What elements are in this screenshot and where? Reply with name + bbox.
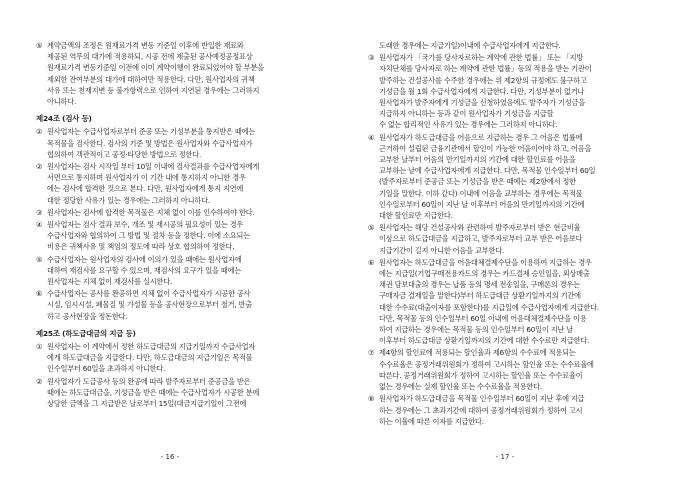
article-heading: 제25조 (하도급대금의 지급 등) — [36, 328, 136, 338]
clause-number: ⑤ — [368, 223, 375, 233]
clause-paragraph — [368, 52, 668, 130]
clause-number: ⑧ — [368, 394, 375, 404]
clause-text: 제4항의 할인료에 적용되는 할인율과 제6항의 수수료에 적용되는 수수료율은 공정거래위원회가 정하여 고시하는 할인율 또는 수수료율에 따른다. 공정거래위원회가 정하여 고시하는 할인율 또는 수수료율이 없는 경우에는 실제 할인율 또는 수수료율을 적용한다. — [379, 348, 594, 392]
clause-text: 수급사업자는 공사를 완공하면 지체 없이 수급사업자가 시공한 공사 시설, 임시시설, 폐물질 및 가설물 등을 공사현장으로부터 철거, 반출 하고 공사현장을 정돈한다. — [47, 289, 252, 321]
clause-number: ⑥ — [36, 289, 43, 299]
clause-paragraph — [368, 222, 668, 256]
clause-number: ③ — [368, 53, 375, 63]
clause-number: ① — [36, 127, 43, 137]
clause-number: ① — [36, 342, 43, 352]
clause-number: ⑤ — [36, 41, 43, 50]
clause-paragraph — [36, 341, 336, 375]
clause-text: 계약금액의 조정은 원재료가격 변동 기준일 이후에 반입한 재료와 제공된 역무의 대가에 적용하되, 시공 전에 제출된 공사예정공정표상 원재료가격 변동기준일 이전에 이미 계약이행이 완료되었어야 할 부분을 제외한 잔여부분의 대가에 대하여만 적용한다. 다만, 원사업자의 귀책 사유 또는 천재지변 등 불가항력으로 인하여 지연된 경우에는 그러하지 아니하다. — [47, 41, 264, 107]
clause-paragraph — [36, 161, 336, 206]
clause-number: ⑦ — [368, 348, 375, 358]
clause-paragraph — [368, 257, 668, 347]
clause-text: 원사업자가 「국가를 당사자로하는 계약에 관한 법률」 또는 「지방 자치단체를 당사자로 하는 계약에 관한 법률」등의 적용을 받는 기관이 발주하는 건설공사를 수주한 경우에는 위 제2항의 규정에도 불구하고 기성금을 월 1회 수급사업자에게 지급한다. 다만, 기성부분이 없거나 원사업자가 발주자에게 기성금을 신청하였음에도 발주자가 기성금을 지급하지 아니하는 등과 같이 원사업자가 기성금을 지급할 수 없는 합리적인 사유가 있는 경우에는 그러하지 아니하다. — [379, 53, 592, 130]
clause-text: 도래한 경우에는 지급기일)이내에 수급사업자에게 지급한다. — [379, 41, 561, 50]
clause-paragraph — [368, 132, 668, 222]
clause-text: 원사업자는 하도급대금을 어음대체결제수단을 이용하여 지급하는 경우 에는 지급일(기업구매전용카드의 경우는 카드결제 승인일을, 외상매출 채권 담보대출의 경우는 납품 등의 명세 전송일을, 구매론의 경우는 구매자금 결제일을 말한다)부터 하도급대금 상환기일까지의 기간에 대한 수수료(대출이자를 포함한다)를 지급일에 수급사업자에게 지급한다. 다만, 목적물 등의 인수일부터 60일 이내에 어음대체결제수단을 이용 하여 지급하는 경우에는 목적물 등의 인수일부터 60일이 지난 날 이후부터 하도급대금 상환기일까지의 기간에 대한 수수료만 지급한다. — [379, 257, 600, 346]
clause-paragraph — [368, 40, 668, 51]
page-number-right: - 17 - — [495, 453, 515, 461]
clause-number: ③ — [36, 207, 43, 217]
clause-paragraph — [368, 347, 668, 392]
clause-text: 원사업자는 검사 결과 보수, 개조 및 재시공의 필요성이 있는 경우 수급사업자와 협의하여 그 방법 및 절차 등을 정한다. 이에 소요되는 비용은 귀책사유 및 책임의 정도에 따라 상호 협의하여 정한다. — [47, 220, 250, 252]
clause-paragraph — [36, 254, 336, 288]
page-number-left: - 16 - — [160, 453, 180, 461]
clause-text: 원사업자는 수급사업자로부터 준공 또는 기성부분을 통지받은 때에는 목적물을 검사한다. 검사의 기준 및 방법은 원사업자와 수급사업자가 협의하여 객관적이고 공정·타당한 방법으로 정한다. — [47, 127, 256, 159]
clause-text: 원사업자는 이 계약에서 정한 하도급대금의 지급기일까지 수급사업자 에게 하도급대금을 지급한다. 다만, 하도급대금의 지급기일은 목적물 인수일부터 60일을 초과하지 아니한다. — [47, 342, 256, 374]
right-page — [368, 40, 668, 440]
clause-paragraph — [36, 376, 336, 410]
clause-number: ⑤ — [36, 254, 43, 264]
clause-number: ④ — [36, 220, 43, 230]
clause-text: 원사업자는 해당 건설공사와 관련하여 발주자로부터 받은 현금비율 이상으로 하도급대금을 지급하고, 발주자로부터 교부 받은 어음보다 지급기간이 길지 아니한 어음을 교부한다. — [379, 223, 583, 255]
clause-paragraph — [36, 126, 336, 160]
clause-paragraph — [36, 219, 336, 253]
clause-paragraph — [36, 207, 336, 218]
clause-number: ② — [36, 162, 43, 172]
article-heading: 제24조 (검사 등) — [36, 114, 92, 124]
clause-text: 원사업자는 검사 시작일 부터 10일 이내에 검사결과를 수급사업자에게 서면으로 통지하며 원사업자가 이 기간 내에 통지하지 아니한 경우 에는 검사에 합격한 것으로 본다. 다만, 원사업자에게 통지 지연에 대한 정당한 사유가 있는 경우에는 그러하지 아니하다. — [47, 162, 260, 205]
clause-paragraph — [36, 288, 336, 322]
clause-paragraph — [36, 40, 336, 107]
clause-number: ④ — [368, 132, 375, 142]
clause-number: ⑥ — [368, 257, 375, 267]
clause-number: ② — [36, 376, 43, 386]
clause-text: 원사업자가 하도급대금을 목적물 인수일부터 60일이 지난 후에 지급 하는 경우에는 그 초과기간에 대하여 공정거래위원회가 정하여 고시 하는 이율에 따른 이자를 지급한다. — [379, 394, 585, 426]
left-page — [36, 40, 336, 440]
clause-text: 원사업자가 하도급대금을 어음으로 지급하는 경우 그 어음은 법률에 근거하여 설립된 금융기관에서 할인이 가능한 어음이어야 하고, 어음을 교부한 날부터 어음의 만기일까지의 기간에 대한 할인료를 어음을 교부하는 날에 수급사업자에게 지급한다. 다만, 목적물 인수일부터 60일 (발주자로부터 준공금 또는 기성금을 받은 때에는 제2항에서 정한 기일을 말한다. 이하 같다) 이내에 어음을 교부하는 경우에는 목적물 인수일로부터 60일이 지난 날 이후부터 어음의 만기일까지의 기간에 대한 할인료만 지급한다. — [379, 132, 596, 221]
clause-text: 원사업자는 검사에 합격한 목적물은 지체 없이 이를 인수하여야 한다. — [47, 207, 255, 217]
clause-paragraph — [368, 393, 668, 427]
clause-text: 수급사업자는 원사업자의 검사에 이의가 있을 때에는 원사업자에 대하여 재검사를 요구할 수 있으며, 재검사의 요구가 있을 때에는 원사업자는 지체 없이 재검사를 실시한다. — [47, 254, 242, 287]
clause-text: 원사업자가 도급공사 등의 완공에 따라 발주자로부터 준공금을 받은 때에는 하도급대금을, 기성금을 받은 때에는 수급사업자가 시공한 분에 상당한 금액을 그 지급받은 날로부터 15일(대금지급기일이 그전에 — [47, 376, 260, 409]
